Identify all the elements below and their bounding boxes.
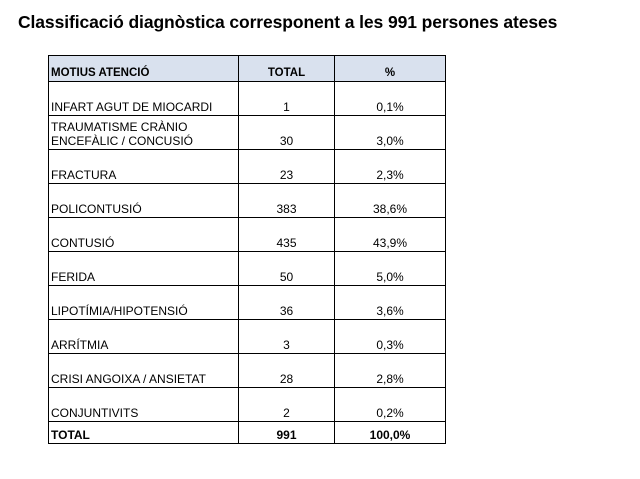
column-header-motius: MOTIUS ATENCIÓ: [49, 56, 239, 82]
table-row: [49, 82, 446, 116]
row-total-cell: 36: [239, 286, 335, 320]
total-label: TOTAL: [49, 422, 239, 444]
table-row: [49, 286, 446, 320]
table-header: [49, 56, 446, 82]
header-row: [49, 56, 446, 82]
total-row: [49, 422, 446, 444]
row-total-cell: 1: [239, 82, 335, 116]
row-motiu-cell: CONJUNTIVITS: [49, 388, 239, 422]
table-row: [49, 116, 446, 150]
row-total-cell: 3: [239, 320, 335, 354]
table-row: [49, 150, 446, 184]
row-motiu-cell: CRISI ANGOIXA / ANSIETAT: [49, 354, 239, 388]
row-motiu-cell: TRAUMATISME CRÀNIO ENCEFÀLIC / CONCUSIÓ: [49, 116, 239, 150]
row-percent-cell: 0,1%: [335, 82, 446, 116]
row-motiu-cell: CONTUSIÓ: [49, 218, 239, 252]
row-percent-cell: 3,6%: [335, 286, 446, 320]
table-body: [49, 82, 446, 422]
table-footer: [49, 422, 446, 444]
table-row: [49, 184, 446, 218]
column-header-total: TOTAL: [239, 56, 335, 82]
row-percent-cell: 43,9%: [335, 218, 446, 252]
table-row: [49, 388, 446, 422]
row-total-cell: 30: [239, 116, 335, 150]
row-motiu-cell: FRACTURA: [49, 150, 239, 184]
row-motiu-cell: LIPOTÍMIA/HIPOTENSIÓ: [49, 286, 239, 320]
row-percent-cell: 5,0%: [335, 252, 446, 286]
total-percent: 100,0%: [335, 422, 446, 444]
diagnosis-table: [48, 55, 446, 444]
row-percent-cell: 3,0%: [335, 116, 446, 150]
table-row: [49, 218, 446, 252]
row-motiu-cell: INFART AGUT DE MIOCARDI: [49, 82, 239, 116]
row-motiu-cell: POLICONTUSIÓ: [49, 184, 239, 218]
row-percent-cell: 38,6%: [335, 184, 446, 218]
row-total-cell: 28: [239, 354, 335, 388]
page-title: Classificació diagnòstica corresponent a les 991 persones ateses: [18, 12, 558, 32]
row-percent-cell: 2,8%: [335, 354, 446, 388]
row-motiu-cell: ARRÍTMIA: [49, 320, 239, 354]
column-header-percent: %: [335, 56, 446, 82]
row-percent-cell: 0,3%: [335, 320, 446, 354]
row-percent-cell: 0,2%: [335, 388, 446, 422]
table-row: [49, 252, 446, 286]
row-total-cell: 2: [239, 388, 335, 422]
row-percent-cell: 2,3%: [335, 150, 446, 184]
table-row: [49, 354, 446, 388]
row-motiu-cell: FERIDA: [49, 252, 239, 286]
row-total-cell: 383: [239, 184, 335, 218]
row-total-cell: 50: [239, 252, 335, 286]
total-count: 991: [239, 422, 335, 444]
row-total-cell: 23: [239, 150, 335, 184]
table-row: [49, 320, 446, 354]
row-total-cell: 435: [239, 218, 335, 252]
